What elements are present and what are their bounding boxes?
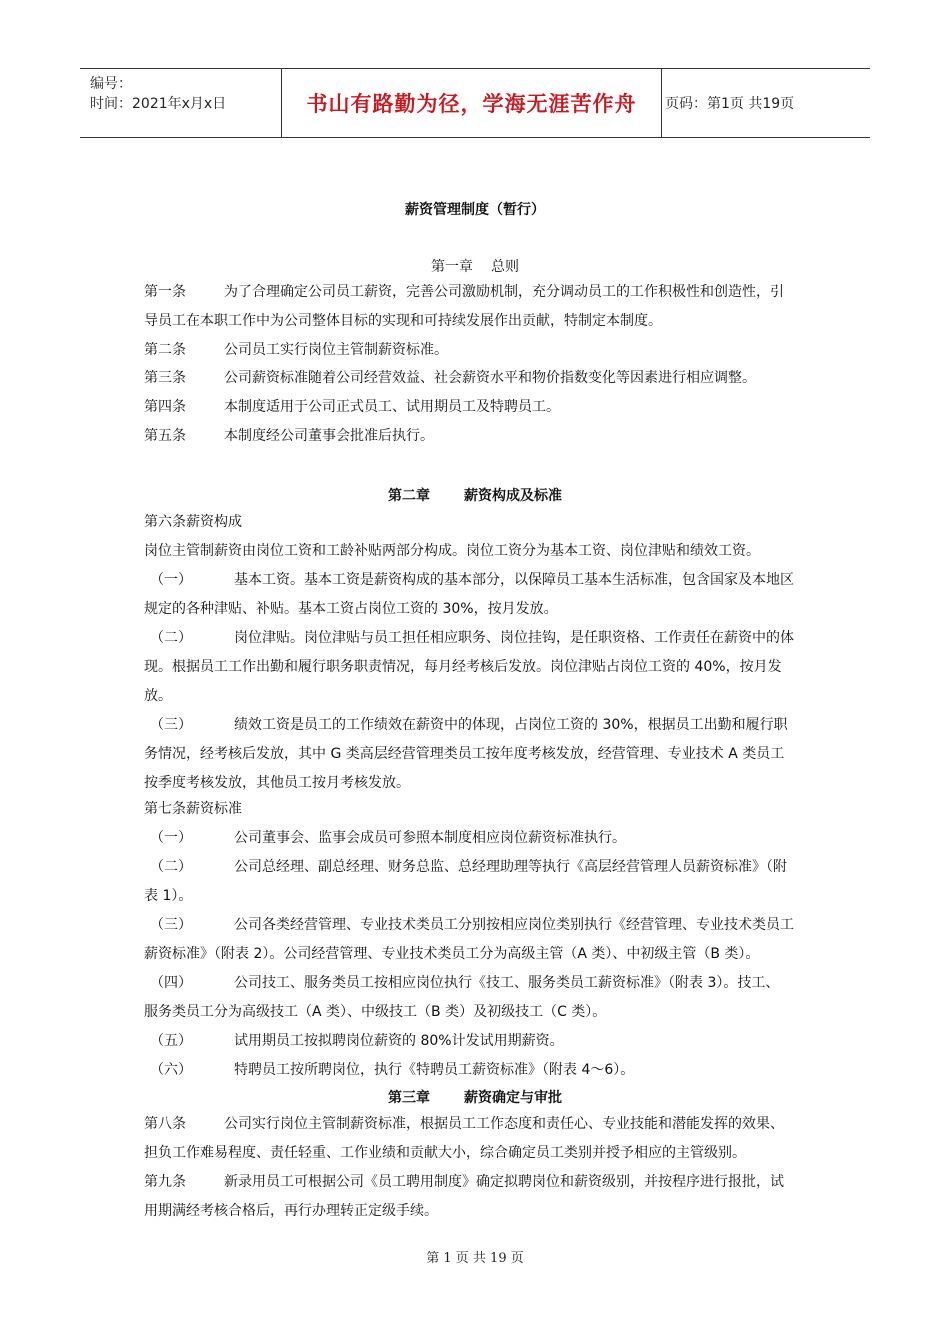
page-header [80, 68, 870, 138]
item-label: （三） [150, 917, 192, 933]
article-6 [144, 508, 806, 798]
item-text: 公司董事会、监事会成员可参照本制度相应岗位薪资标准执行。 [234, 830, 626, 846]
item-text: 公司各类经营管理、专业技术类员工分别按相应岗位类别执行《经营管理、专业技术类员工 [234, 917, 794, 933]
article-5 [144, 422, 806, 451]
item-text: 现。根据员工工作出勤和履行职务职责情况，每月经考核后发放。岗位津贴占岗位工资的 40%，按月发 [144, 659, 782, 675]
item-label: （一） [150, 830, 192, 846]
article-text: 新录用员工可根据公司《员工聘用制度》确定拟聘岗位和薪资级别，并按程序进行报批，试 [224, 1174, 784, 1190]
number-label: 编号： [90, 76, 132, 92]
chapter-name: 薪资构成及标准 [464, 488, 562, 504]
article-7 [144, 795, 806, 1085]
article-label: 第八条 [144, 1116, 186, 1132]
time-label: 时间：2021年x月x日 [90, 96, 227, 112]
item-text: 岗位津贴。岗位津贴与员工担任相应职务、岗位挂钩，是任职资格、工作责任在薪资中的体 [234, 630, 794, 646]
item-label: （四） [150, 975, 192, 991]
article-label: 第四条 [144, 399, 186, 415]
chapter-heading [0, 485, 950, 505]
chapter-heading [0, 256, 950, 276]
chapter-number: 第一章 [431, 259, 473, 275]
item-label: （五） [150, 1033, 192, 1049]
article-title: 第七条薪资标准 [144, 801, 242, 817]
article-text: 导员工在本职工作中为公司整体目标的实现和可持续发展作出贡献，特制定本制度。 [144, 313, 662, 329]
chapter-number: 第三章 [388, 1090, 430, 1106]
item-label: （二） [150, 859, 192, 875]
article-label: 第九条 [144, 1174, 186, 1190]
article-1 [144, 278, 806, 336]
chapter-name: 薪资确定与审批 [464, 1090, 562, 1106]
item-label: （二） [150, 630, 192, 646]
item-text: 务情况，经考核后发放，其中 G 类高层经营管理类员工按年度考核发放，经营管理、专业技术 A 类员工 [144, 746, 785, 762]
article-text: 用期满经考核合格后，再行办理转正定级手续。 [144, 1203, 438, 1219]
chapter-heading [0, 1087, 950, 1107]
article-4 [144, 393, 806, 422]
item-label: （六） [150, 1062, 192, 1078]
item-text: 特聘员工按所聘岗位，执行《特聘员工薪资标准》（附表 4～6）。 [234, 1062, 635, 1078]
article-label: 第二条 [144, 342, 186, 358]
article-9 [144, 1168, 806, 1226]
item-text: 放。 [144, 688, 172, 704]
page-info: 页码：第1页 共19页 [665, 96, 795, 112]
article-text: 公司薪资标准随着公司经营效益、社会薪资水平和物价指数变化等因素进行相应调整。 [224, 370, 756, 386]
item-text: 试用期员工按拟聘岗位薪资的 80%计发试用期薪资。 [234, 1033, 564, 1049]
article-text: 为了合理确定公司员工薪资，完善公司激励机制，充分调动员工的工作积极性和创造性，引 [224, 284, 784, 300]
item-label: （三） [150, 717, 192, 733]
article-2 [144, 336, 806, 365]
item-text: 服务类员工分为高级技工（A 类）、中级技工（B 类）及初级技工（C 类）。 [144, 1004, 607, 1020]
article-label: 第三条 [144, 370, 186, 386]
item-text: 绩效工资是员工的工作绩效在薪资中的体现，占岗位工资的 30%，根据员工出勤和履行职 [234, 717, 788, 733]
document-title: 薪资管理制度（暂行） [405, 202, 545, 218]
motto: 书山有路勤为径，学海无涯苦作舟 [281, 69, 662, 137]
item-text: 表 1）。 [144, 888, 193, 904]
article-3 [144, 364, 806, 393]
item-text: 公司技工、服务类员工按相应岗位执行《技工、服务类员工薪资标准》（附表 3）。技工、 [234, 975, 780, 991]
article-label: 第一条 [144, 284, 186, 300]
item-text: 薪资标准》（附表 2）。公司经营管理、专业技术类员工分为高级主管（A 类）、中初级主管（B 类）。 [144, 946, 760, 962]
page-footer: 第 1 页 共 19 页 [426, 1251, 524, 1266]
article-8 [144, 1110, 806, 1168]
item-text: 按季度考核发放，其他员工按月考核发放。 [144, 775, 410, 791]
article-text: 担负工作难易程度、责任轻重、工作业绩和贡献大小，综合确定员工类别并授予相应的主管级别。 [144, 1145, 746, 1161]
item-label: （一） [150, 572, 192, 588]
article-text: 岗位主管制薪资由岗位工资和工龄补贴两部分构成。岗位工资分为基本工资、岗位津贴和绩效工资。 [144, 543, 760, 559]
article-title: 第六条薪资构成 [144, 514, 242, 530]
article-text: 公司员工实行岗位主管制薪资标准。 [224, 342, 448, 358]
article-text: 本制度适用于公司正式员工、试用期员工及特聘员工。 [224, 399, 560, 415]
item-text: 规定的各种津贴、补贴。基本工资占岗位工资的 30%，按月发放。 [144, 601, 558, 617]
chapter-name: 总则 [491, 259, 519, 275]
chapter-number: 第二章 [388, 488, 430, 504]
article-text: 本制度经公司董事会批准后执行。 [224, 428, 434, 444]
article-text: 公司实行岗位主管制薪资标准，根据员工工作态度和责任心、专业技能和潜能发挥的效果、 [224, 1116, 784, 1132]
header-meta [80, 69, 280, 137]
item-text: 基本工资。基本工资是薪资构成的基本部分，以保障员工基本生活标准，包含国家及本地区 [234, 572, 794, 588]
item-text: 公司总经理、副总经理、财务总监、总经理助理等执行《高层经营管理人员薪资标准》（附 [234, 859, 787, 875]
article-label: 第五条 [144, 428, 186, 444]
